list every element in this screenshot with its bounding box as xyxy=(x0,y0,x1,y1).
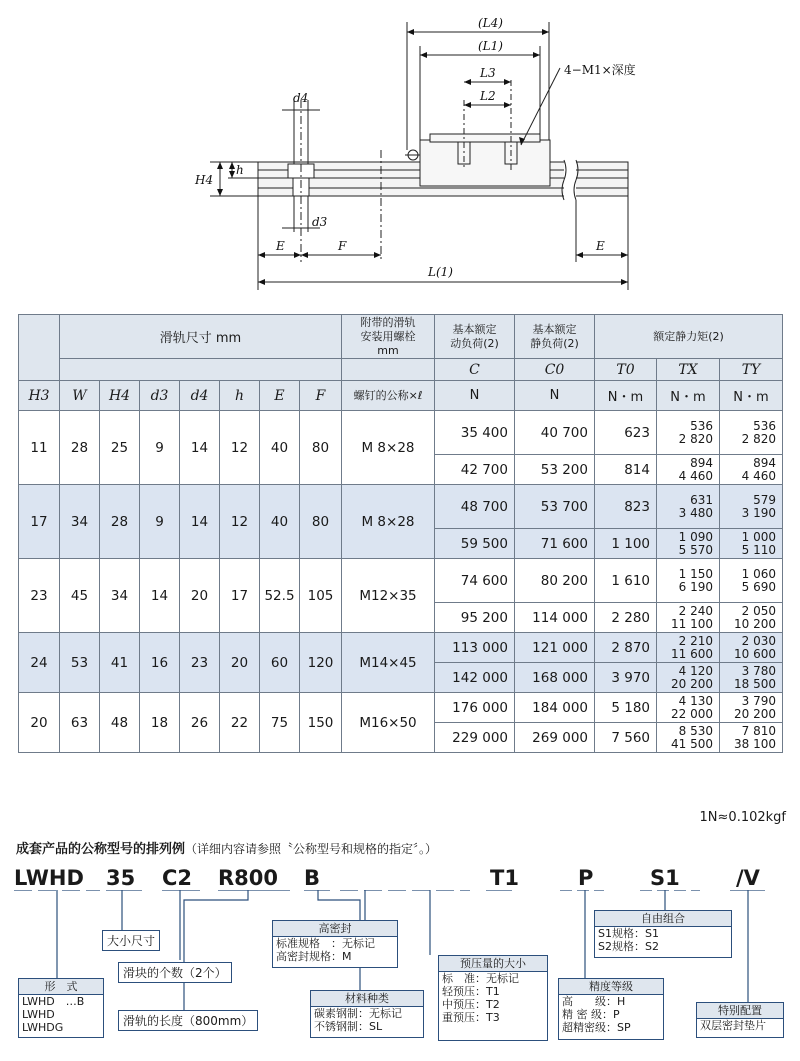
cell-T0: 2 280 xyxy=(595,603,657,633)
cell-T0: 5 180 xyxy=(595,693,657,723)
hdr-H4: H4 xyxy=(100,381,140,411)
hdr-dynamic-load: 基本额定 动负荷(2) xyxy=(435,315,515,359)
cell-TX: 2 210 11 600 xyxy=(657,633,720,663)
cell-TX: 536 2 820 xyxy=(657,411,720,455)
code-preload: T1 xyxy=(490,866,519,890)
cell-TY: 1 060 5 690 xyxy=(720,559,783,603)
hdr-T0: T0 xyxy=(595,359,657,381)
cell-T0: 1 100 xyxy=(595,529,657,559)
cell-H4: 41 xyxy=(100,633,140,693)
cell-E: 40 xyxy=(260,411,300,485)
cell-TY: 894 4 460 xyxy=(720,455,783,485)
hdr-W: W xyxy=(60,381,100,411)
code-special: /V xyxy=(736,866,760,890)
dim-M1: 4−M1×深度 xyxy=(564,63,636,77)
cell-W: 63 xyxy=(60,693,100,753)
box-material: 材料种类 碳素钢制：无标记 不锈钢制：SL xyxy=(310,990,424,1038)
cell-TX: 894 4 460 xyxy=(657,455,720,485)
hdr-rail-dims: 滑轨尺寸 mm xyxy=(60,315,342,359)
table-row xyxy=(19,693,783,723)
cell-F: 120 xyxy=(300,633,342,693)
cell-E: 52.5 xyxy=(260,559,300,633)
cell-h: 17 xyxy=(220,559,260,633)
cell-d3: 9 xyxy=(140,411,180,485)
code-size: 35 xyxy=(106,866,136,890)
hdr-TX: TX xyxy=(657,359,720,381)
cell-h: 12 xyxy=(220,485,260,559)
hdr-H3-cell xyxy=(19,315,60,381)
cell-bolt: M12×35 xyxy=(342,559,435,633)
cell-C: 95 200 xyxy=(435,603,515,633)
cell-TX: 1 090 5 570 xyxy=(657,529,720,559)
dim-L3: L3 xyxy=(480,66,496,80)
cell-C0: 269 000 xyxy=(515,723,595,753)
cell-T0: 3 970 xyxy=(595,663,657,693)
cell-H4: 25 xyxy=(100,411,140,485)
cell-TX: 8 530 41 500 xyxy=(657,723,720,753)
cell-TY: 7 810 38 100 xyxy=(720,723,783,753)
dim-E-right: E xyxy=(596,239,605,253)
hdr-moment: 额定静力矩(2) xyxy=(595,315,783,359)
cell-d4: 23 xyxy=(180,633,220,693)
dim-d3: d3 xyxy=(312,215,328,229)
cell-T0: 823 xyxy=(595,485,657,529)
cell-d3: 16 xyxy=(140,633,180,693)
cell-C: 176 000 xyxy=(435,693,515,723)
cell-C0: 53 200 xyxy=(515,455,595,485)
rail-block-drawing xyxy=(0,0,800,300)
box-special: 特别配置 双层密封垫片 xyxy=(696,1002,784,1038)
table-row xyxy=(19,633,783,663)
cell-T0: 814 xyxy=(595,455,657,485)
unit-note: 1N≈0.102kgf xyxy=(699,810,786,825)
cell-bolt: M16×50 xyxy=(342,693,435,753)
cell-C: 142 000 xyxy=(435,663,515,693)
table-row xyxy=(19,411,783,455)
box-preload: 预压量的大小 标 准：无标记 轻预压：T1 中预压：T2 重预压：T3 xyxy=(438,955,548,1041)
hdr-h: h xyxy=(220,381,260,411)
cell-C: 59 500 xyxy=(435,529,515,559)
hdr-bolt: 附带的滑轨 安装用螺栓 mm xyxy=(342,315,435,359)
spec-table xyxy=(18,314,783,753)
cell-d3: 9 xyxy=(140,485,180,559)
hdr-C: C xyxy=(435,359,515,381)
box-free-combination: 自由组合 S1规格：S1 S2规格：S2 xyxy=(594,910,732,958)
box-size: 大小尺寸 xyxy=(102,930,160,951)
cell-F: 80 xyxy=(300,411,342,485)
cell-h: 22 xyxy=(220,693,260,753)
cell-T0: 2 870 xyxy=(595,633,657,663)
hdr-d3: d3 xyxy=(140,381,180,411)
cell-d3: 18 xyxy=(140,693,180,753)
model-title: 成套产品的公称型号的排列例（详细内容请参照〝公称型号和规格的指定〞。） xyxy=(16,842,438,857)
box-rail-length: 滑轨的长度（800mm） xyxy=(118,1010,258,1031)
cell-H4: 28 xyxy=(100,485,140,559)
box-high-seal: 高密封 标准规格 ：无标记 高密封规格：M xyxy=(272,920,398,968)
cell-T0: 7 560 xyxy=(595,723,657,753)
cell-C0: 168 000 xyxy=(515,663,595,693)
code-free: S1 xyxy=(650,866,680,890)
code-blocks: C2 xyxy=(162,866,193,890)
cell-C0: 114 000 xyxy=(515,603,595,633)
hdr-unit-C: N xyxy=(435,381,515,411)
model-boxes xyxy=(0,890,800,1061)
hdr-F: F xyxy=(300,381,342,411)
box-precision: 精度等级 高 级：H 精 密 级：P 超精密级：SP xyxy=(558,978,664,1040)
cell-C: 229 000 xyxy=(435,723,515,753)
technical-drawing xyxy=(0,0,800,300)
hdr-TY: TY xyxy=(720,359,783,381)
cell-C: 42 700 xyxy=(435,455,515,485)
cell-H3: 20 xyxy=(19,693,60,753)
hdr-unit-C0: N xyxy=(515,381,595,411)
cell-C0: 53 700 xyxy=(515,485,595,529)
dim-L4: (L4) xyxy=(478,16,503,30)
dim-h: h xyxy=(236,163,244,177)
cell-W: 45 xyxy=(60,559,100,633)
cell-h: 20 xyxy=(220,633,260,693)
hdr-unit-TY: N・m xyxy=(720,381,783,411)
dim-d4: d4 xyxy=(293,91,309,105)
dim-E-left: E xyxy=(276,239,285,253)
cell-d3: 14 xyxy=(140,559,180,633)
code-form: B xyxy=(304,866,321,890)
dim-F: F xyxy=(338,239,347,253)
cell-H3: 24 xyxy=(19,633,60,693)
cell-h: 12 xyxy=(220,411,260,485)
cell-W: 53 xyxy=(60,633,100,693)
dim-L1: (L1) xyxy=(478,39,503,53)
table-row xyxy=(19,559,783,603)
cell-d4: 14 xyxy=(180,411,220,485)
cell-E: 75 xyxy=(260,693,300,753)
code-length: R800 xyxy=(218,866,279,890)
hdr-C0: C0 xyxy=(515,359,595,381)
box-block-count: 滑块的个数（2个） xyxy=(118,962,232,983)
hdr-static-load: 基本额定 静负荷(2) xyxy=(515,315,595,359)
hdr-unit-T0: N・m xyxy=(595,381,657,411)
cell-TY: 1 000 5 110 xyxy=(720,529,783,559)
cell-d4: 26 xyxy=(180,693,220,753)
cell-F: 105 xyxy=(300,559,342,633)
cell-T0: 1 610 xyxy=(595,559,657,603)
cell-d4: 14 xyxy=(180,485,220,559)
cell-C0: 121 000 xyxy=(515,633,595,663)
box-form: 形 式 LWHD …B LWHD LWHDG xyxy=(18,978,104,1038)
cell-bolt: M14×45 xyxy=(342,633,435,693)
cell-C: 74 600 xyxy=(435,559,515,603)
table-row xyxy=(19,485,783,529)
cell-bolt: M 8×28 xyxy=(342,411,435,485)
cell-C0: 80 200 xyxy=(515,559,595,603)
code-LWHD: LWHD xyxy=(14,866,84,890)
cell-bolt: M 8×28 xyxy=(342,485,435,559)
cell-H3: 23 xyxy=(19,559,60,633)
cell-TX: 2 240 11 100 xyxy=(657,603,720,633)
cell-C0: 40 700 xyxy=(515,411,595,455)
cell-d4: 20 xyxy=(180,559,220,633)
cell-TY: 2 050 10 200 xyxy=(720,603,783,633)
cell-TX: 4 130 22 000 xyxy=(657,693,720,723)
cell-E: 40 xyxy=(260,485,300,559)
cell-TY: 536 2 820 xyxy=(720,411,783,455)
cell-C: 48 700 xyxy=(435,485,515,529)
cell-W: 28 xyxy=(60,411,100,485)
hdr-bolt-sub: 螺钉的公称×ℓ xyxy=(342,381,435,411)
cell-E: 60 xyxy=(260,633,300,693)
cell-TY: 2 030 10 600 xyxy=(720,633,783,663)
hdr-unit-TX: N・m xyxy=(657,381,720,411)
dim-L2: L2 xyxy=(480,89,496,103)
cell-H3: 11 xyxy=(19,411,60,485)
cell-H4: 34 xyxy=(100,559,140,633)
dim-L: L(1) xyxy=(428,265,453,279)
cell-F: 80 xyxy=(300,485,342,559)
cell-C: 113 000 xyxy=(435,633,515,663)
hdr-d4: d4 xyxy=(180,381,220,411)
cell-C: 35 400 xyxy=(435,411,515,455)
code-precision: P xyxy=(578,866,594,890)
cell-TY: 579 3 190 xyxy=(720,485,783,529)
cell-W: 34 xyxy=(60,485,100,559)
cell-TY: 3 790 20 200 xyxy=(720,693,783,723)
cell-TY: 3 780 18 500 xyxy=(720,663,783,693)
cell-C0: 71 600 xyxy=(515,529,595,559)
cell-TX: 631 3 480 xyxy=(657,485,720,529)
dim-H4: H4 xyxy=(195,173,214,187)
cell-H3: 17 xyxy=(19,485,60,559)
hdr-E: E xyxy=(260,381,300,411)
hdr-H3: H3 xyxy=(19,381,60,411)
cell-T0: 623 xyxy=(595,411,657,455)
cell-TX: 4 120 20 200 xyxy=(657,663,720,693)
cell-C0: 184 000 xyxy=(515,693,595,723)
cell-TX: 1 150 6 190 xyxy=(657,559,720,603)
cell-H4: 48 xyxy=(100,693,140,753)
cell-F: 150 xyxy=(300,693,342,753)
